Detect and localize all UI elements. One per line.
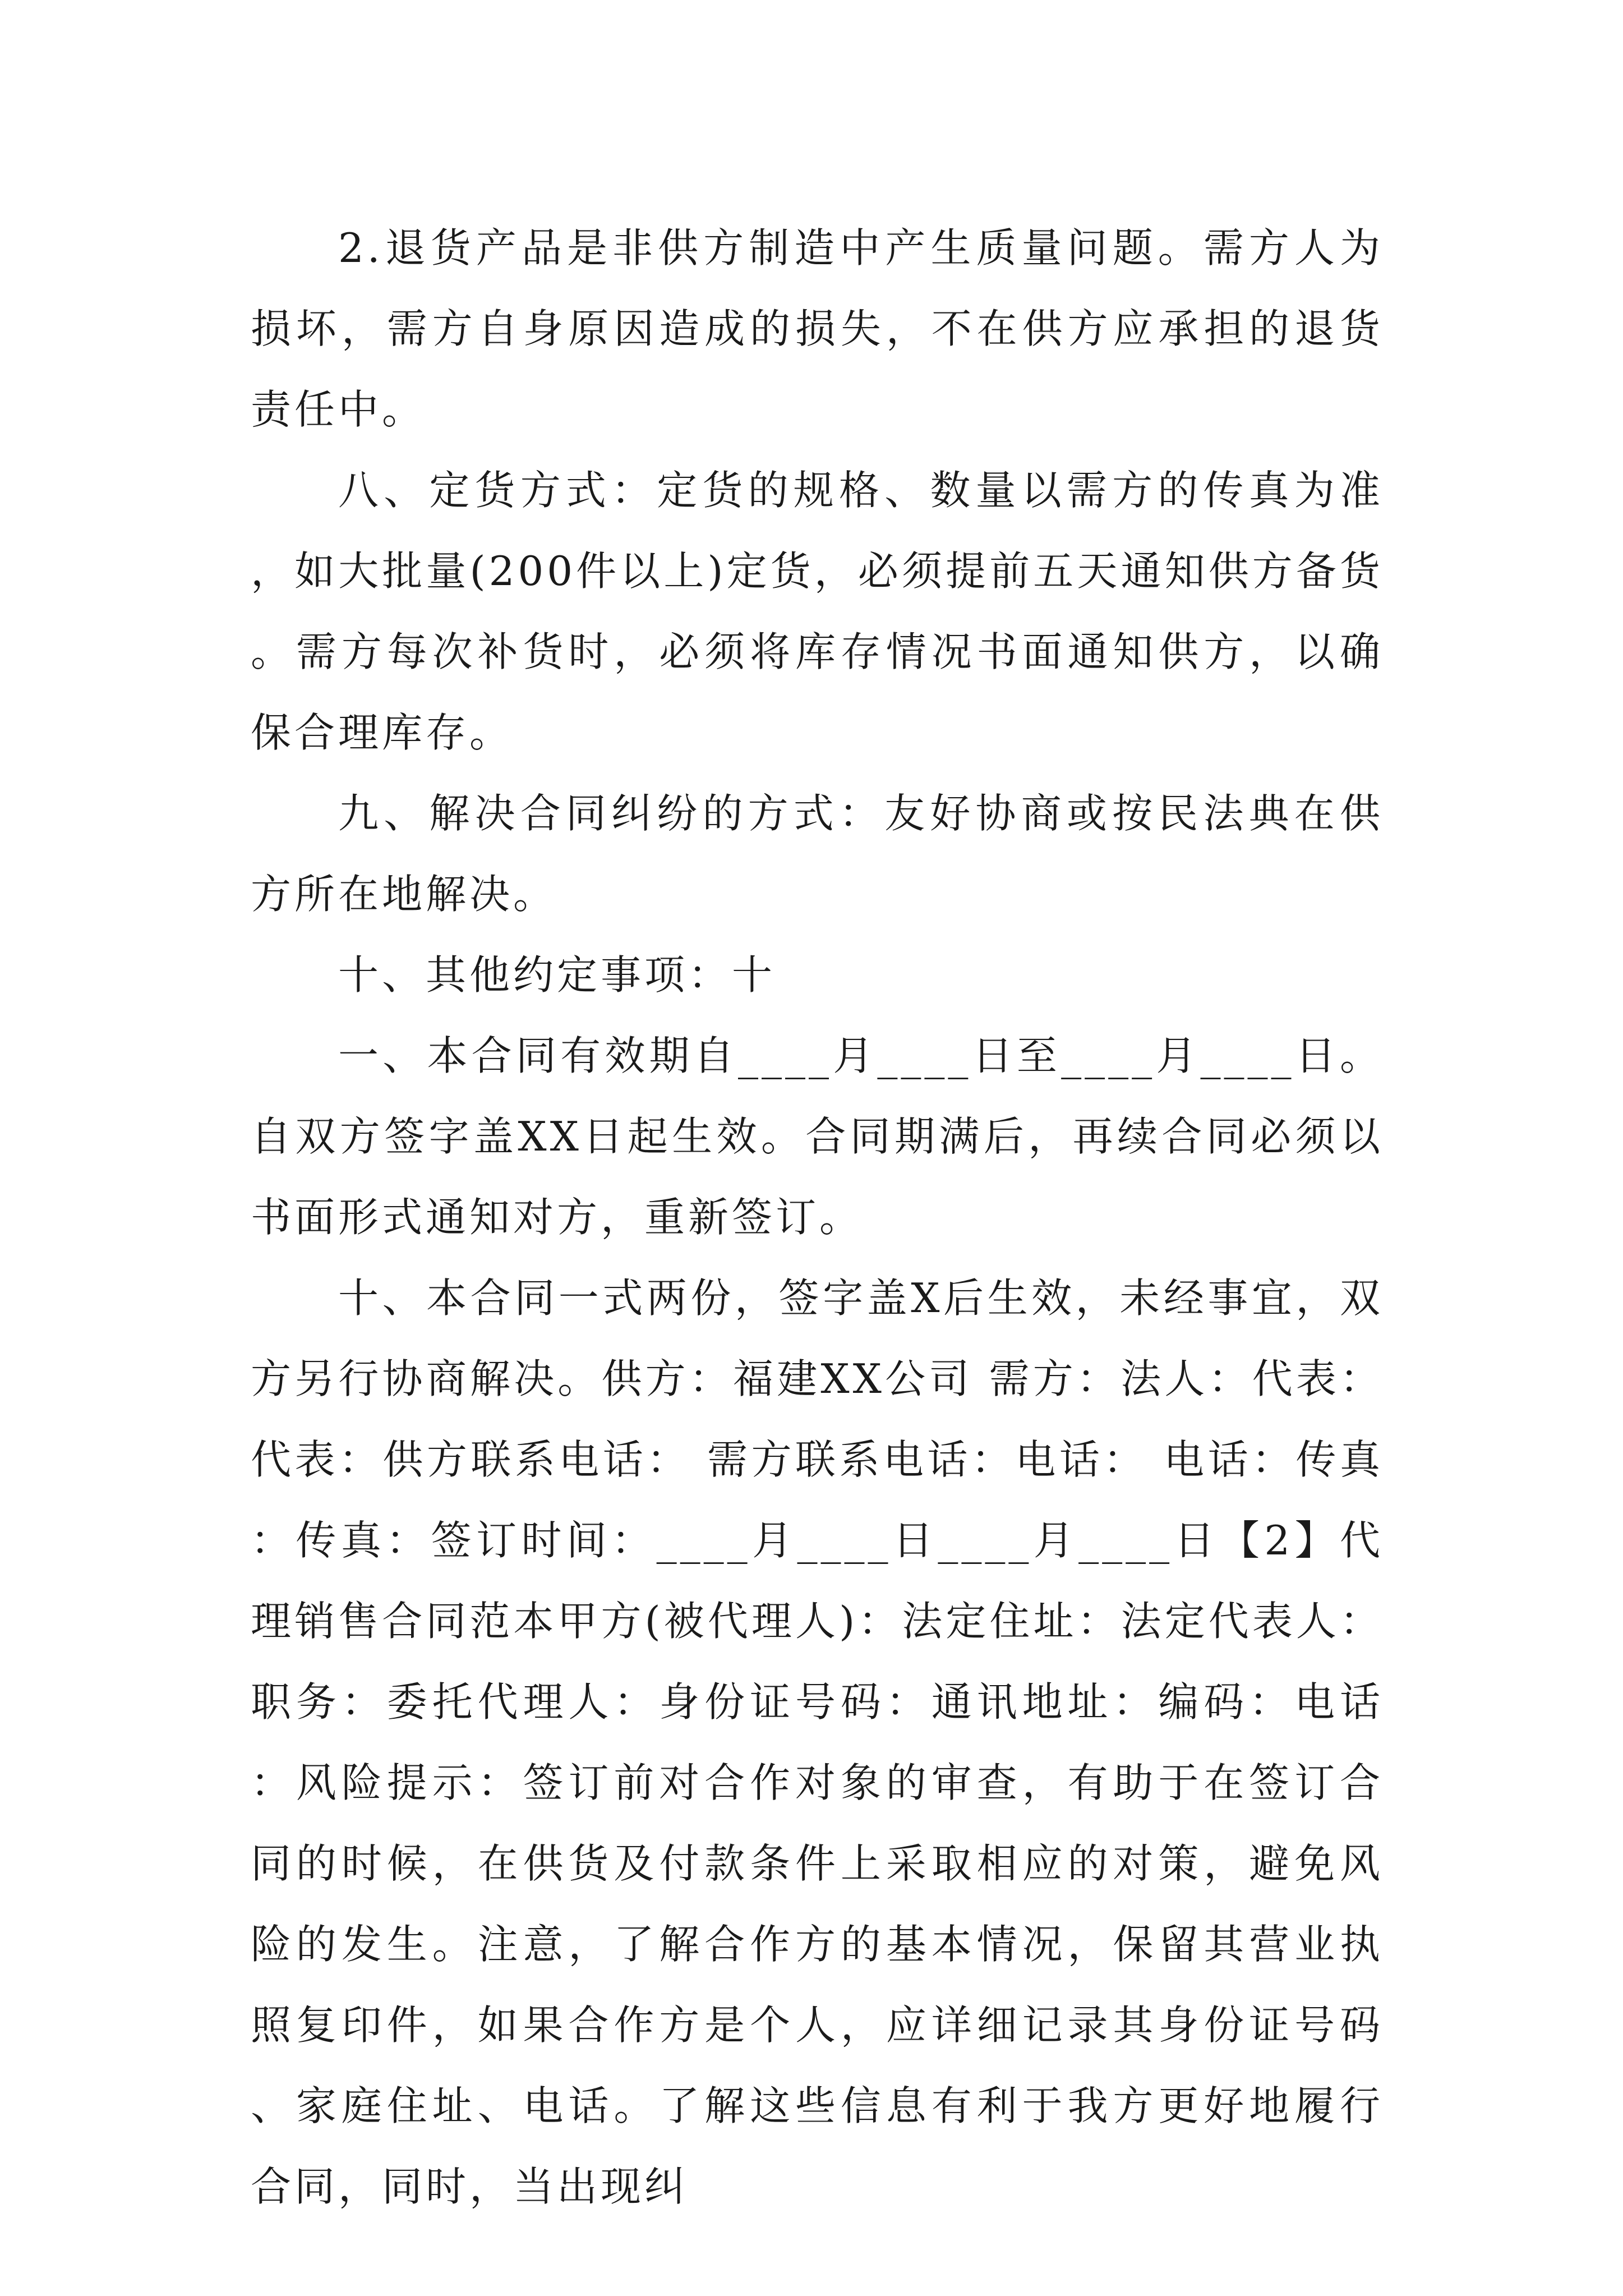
paragraph-return-quality: 2.退货产品是非供方制造中产生质量问题。需方人为损坏，需方自身原因造成的损失，不在供方应承担的退货责任中。: [251, 224, 1384, 433]
document-body: [251, 208, 1384, 2227]
paragraph-validity-period: 一、本合同有效期自____月____日至____月____日。自双方签字盖XX日起生效。合同期满后，再续合同必须以书面形式通知对方，重新签订。: [251, 1032, 1384, 1241]
paragraph-dispute-resolution: 九、解决合同纠纷的方式：友好协商或按民法典在供方所在地解决。: [251, 790, 1384, 918]
paragraph-ordering-method: 八、定货方式：定货的规格、数量以需方的传真为准，如大批量(200件以上)定货，必须提前五天通知供方备货。需方每次补货时，必须将库存情况书面通知供方，以确保合理库存。: [251, 467, 1384, 756]
paragraph-other-matters: 十、其他约定事项：十: [338, 951, 776, 999]
paragraph-copies-and-signatures: 十、本合同一式两份，签字盖X后生效，未经事宜，双方另行协商解决。供方：福建XX公司 需方：法人：代表：代表：供方联系电话： 需方联系电话：电话： 电话：传真：传真：签订时间：____月____日____月____日【2】代理销售合同范本甲方(被代理人)：法定住址：法定代表人：职务：委托代理人：身份证号码：通讯地址：编码：电话：风险提示：签订前对合作对象的审查，有助于在签订合同的时候，在供货及付款条件上采取相应的对策，避免风险的发生。注意，了解合作方的基本情况，保留其营业执照复印件，如果合作方是个人，应详细记录其身份证号码、家庭住址、电话。了解这些信息有利于我方更好地履行合同，同时，当出现纠: [251, 1274, 1384, 2210]
